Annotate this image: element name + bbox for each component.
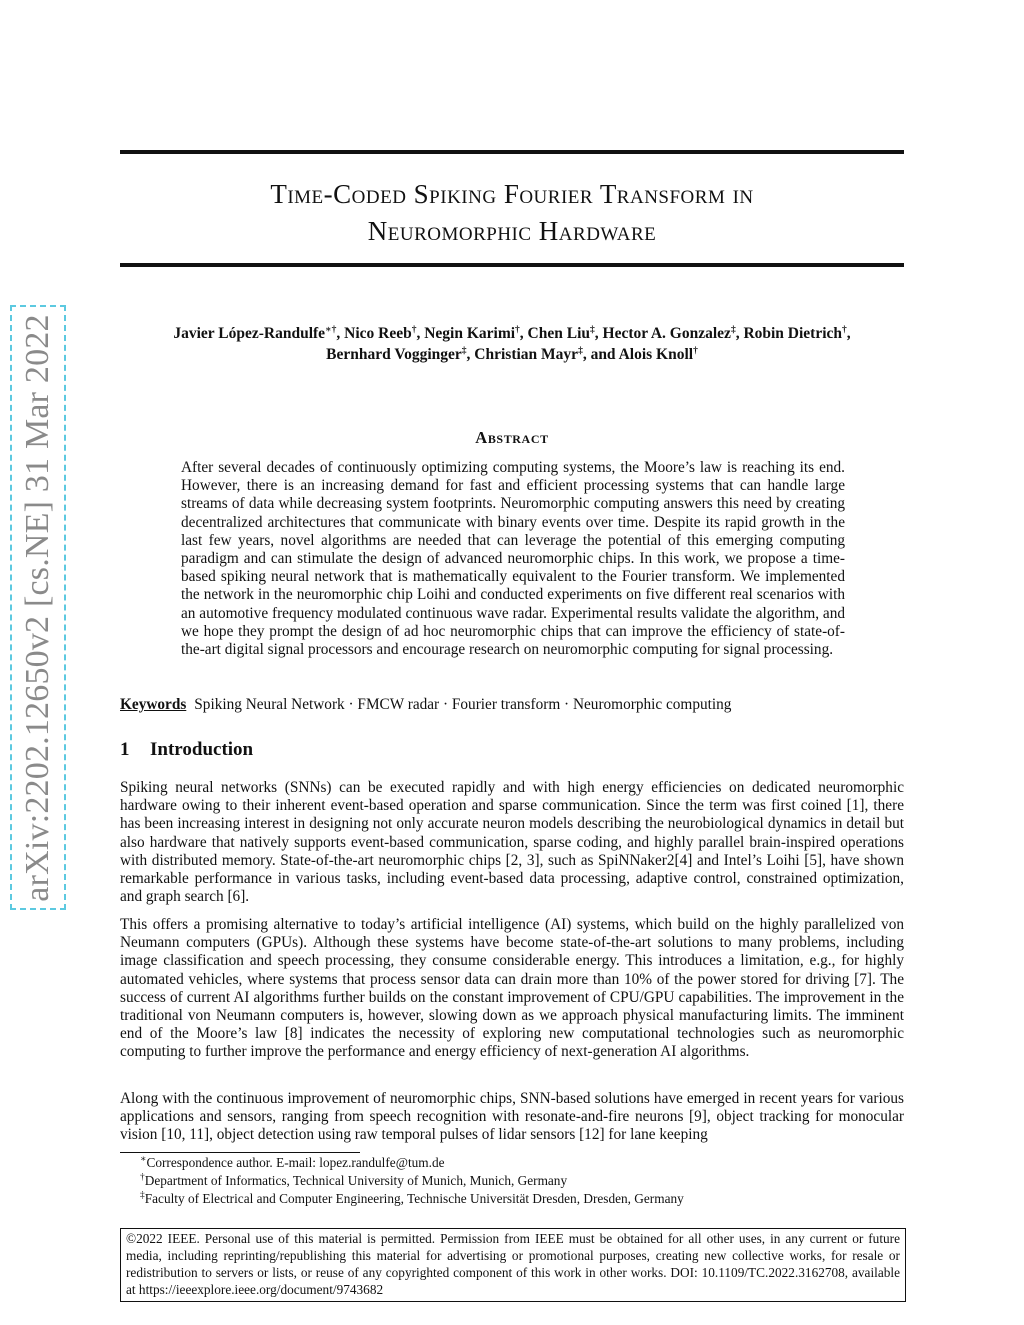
- author-mark: ‡: [461, 345, 467, 356]
- paper-title: [120, 176, 904, 250]
- author-name: Javier López-Randulfe: [173, 325, 326, 342]
- author-name: , Chen Liu: [519, 325, 591, 342]
- author-list: [120, 323, 904, 365]
- copyright-notice: ©2022 IEEE. Personal use of this material is permitted. Permission from IEEE must be obtained for all other uses, in any current or future media, including reprinting/republishing this material for advertising or promotional purposes, creating new collective works, for resale or redistribution to servers or lists, or reuse of any copyrighted component of this work in other works. DOI: 10.1109/TC.2022.3162708, available at https://ieeexplore.ieee.org/document/9743682: [120, 1228, 906, 1302]
- abstract-heading: Abstract: [475, 428, 549, 447]
- keywords: [120, 695, 904, 714]
- body-paragraph-2: This offers a promising alternative to today’s artificial intelligence (AI) systems, which build on the highly parallelized von Neumann computers (GPUs). Although these systems have become state-of-the-art solutions to many problems, including image classification and speech processing, they consume considerable energy. This introduces a limitation, e.g., for highly automated vehicles, where systems that process sensor data can drain more than 10% of the power stored for driving [7]. The success of current AI algorithms further builds on the constant improvement of CPU/GPU capabilities. The improvement in the traditional von Neumann computers is, however, slowing down as we approach physical manufacturing limits. The imminent end of the Moore’s law [8] indicates the necessity of exploring new computational technologies such as neuromorphic computing to further improve the performance and energy efficiency of next-generation AI algorithms.: [120, 916, 904, 1061]
- author-mark: †: [411, 324, 417, 335]
- author-mark: †: [693, 345, 698, 356]
- body-paragraph-3: Along with the continuous improvement of neuromorphic chips, SNN-based solutions have emerged in recent years for various applications and sensors, ranging from speech recognition with resonate-and-fire neurons [9], object tracking for monocular vision [10, 11], object detection using raw temporal pulses of lidar sensors [12] for lane keeping: [120, 1090, 904, 1144]
- title-top-rule: [120, 150, 904, 154]
- title-line-2: Neuromorphic Hardware: [367, 216, 657, 246]
- section-heading: [120, 739, 253, 761]
- author-mark: ∗†: [325, 324, 337, 335]
- author-mark: ‡: [730, 324, 736, 335]
- author-name: Bernhard Vogginger: [326, 346, 462, 363]
- footnote-text: Faculty of Electrical and Computer Engineering, Technische Universität Dresden, Dresden, Germany: [144, 1191, 684, 1206]
- author-name: , and Alois Knoll: [582, 346, 694, 363]
- author-name: , Nico Reeb: [336, 325, 412, 342]
- title-line-1: Time-Coded Spiking Fourier Transform in: [270, 179, 754, 209]
- body-paragraph-1: Spiking neural networks (SNNs) can be executed rapidly and with high energy efficiencies on dedicated neuromorphic hardware owing to their inherent event-based operation and sparse communication. Since the term was first coined [1], there has been increasing interest in designing not only accurate neuron models describing the neurobiological dynamics in detail but also hardware that natively supports event-based communication, sparse coding, and highly parallel brain-inspired operations with distributed memory. State-of-the-art neuromorphic chips [2, 3], such as SpiNNaker2[4] and Intel’s Loihi [5], have shown remarkable performance in various tasks, including event-based data processing, adaptive control, constrained optimization, and graph search [6].: [120, 779, 904, 906]
- footnote-mark: ∗: [140, 1154, 147, 1165]
- keywords-label: Keywords: [120, 696, 187, 713]
- footnote: [140, 1190, 904, 1208]
- footnote-text: Department of Informatics, Technical University of Munich, Munich, Germany: [144, 1173, 568, 1188]
- keywords-list: Spiking Neural Network · FMCW radar · Fourier transform · Neuromorphic computing: [194, 696, 732, 713]
- author-name: , Christian Mayr: [466, 346, 579, 363]
- footnote-mark: †: [140, 1172, 145, 1183]
- author-mark: ‡: [590, 324, 595, 335]
- author-line-1: [120, 323, 904, 344]
- title-bottom-rule: [120, 263, 904, 267]
- arxiv-id: arXiv:2202.12650v2 [cs.NE] 31 Mar 2022: [19, 313, 56, 902]
- author-name: , Negin Karimi: [416, 325, 516, 342]
- footnote: [140, 1172, 904, 1190]
- author-mark: †: [842, 324, 847, 335]
- author-mark: ‡: [578, 345, 583, 356]
- section-title: Introduction: [150, 739, 254, 760]
- author-name: , Robin Dietrich: [735, 325, 843, 342]
- author-line-2: [120, 344, 904, 365]
- footnote-mark: ‡: [140, 1190, 145, 1201]
- footnote: [140, 1154, 904, 1172]
- footnote-rule: [120, 1152, 360, 1153]
- author-name: , Hector A. Gonzalez: [594, 325, 731, 342]
- author-mark: †: [515, 324, 520, 335]
- arxiv-stamp: [10, 305, 66, 910]
- abstract-text: After several decades of continuously optimizing computing systems, the Moore’s law is reaching its end. However, there is an increasing demand for fast and efficient processing systems that can handle large streams of data while decreasing system footprints. Neuromorphic computing answers this need by creating decentralized architectures that communicate with binary events over time. Despite its rapid growth in the last few years, novel algorithms are needed that can leverage the potential of this emerging computing paradigm and can stimulate the design of advanced neuromorphic chips. In this work, we propose a time-based spiking neural network that is mathematically equivalent to the Fourier transform. We implemented the network in the neuromorphic chip Loihi and conducted experiments on five different real scenarios with an automotive frequency modulated continuous wave radar. Experimental results validate the algorithm, and we hope they prompt the design of ad hoc neuromorphic chips that can improve the efficiency of state-of-the-art digital signal processors and encourage research on neuromorphic computing for signal processing.: [181, 459, 845, 659]
- author-separator: ,: [846, 325, 851, 342]
- section-number: 1: [120, 739, 130, 760]
- footnotes: [140, 1154, 904, 1208]
- footnote-text: Correspondence author. E-mail: lopez.randulfe@tum.de: [146, 1155, 445, 1170]
